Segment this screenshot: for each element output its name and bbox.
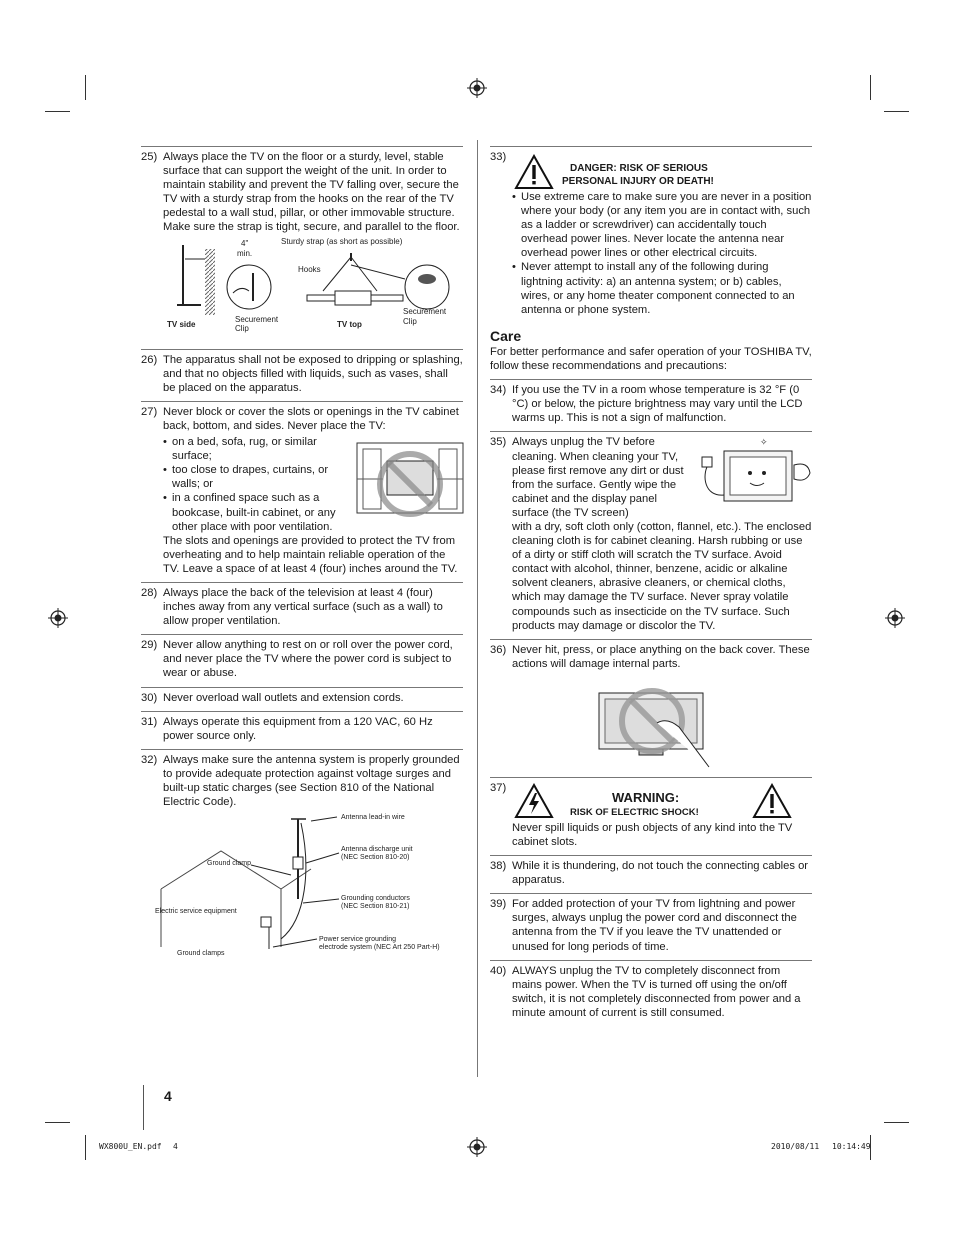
- item-number: 37): [490, 781, 507, 794]
- item-text: Always place the back of the television at least 4 (four) inches away from any vertical surface (such as a wall) to allow proper ventilation.: [163, 586, 443, 628]
- item-31: [141, 711, 463, 749]
- item-number: 31): [141, 715, 158, 728]
- item-32: [141, 749, 463, 965]
- item-25: [141, 146, 463, 349]
- page-number: 4: [164, 1088, 172, 1104]
- fig-label-min: 4": [241, 238, 249, 248]
- fig-label-ground-clamp: Ground clamp: [207, 860, 251, 868]
- antenna-grounding-illustration: [141, 809, 463, 959]
- item-text: While it is thundering, do not touch the connecting cables or apparatus.: [512, 860, 809, 887]
- crop-mark: [45, 1122, 70, 1123]
- fig-label-lead: Antenna lead-in wire: [341, 814, 405, 822]
- bullet: • Never attempt to install any of the following during lightning activity: a) an antenna system; or b) cables, wires, or any home theater component connected to an antenna or phone system.: [512, 260, 812, 316]
- fig-label-discharge2: (NEC Section 810-20): [341, 854, 410, 862]
- registration-mark-icon: [467, 1137, 487, 1157]
- item-40: [490, 960, 812, 1026]
- item-number: 36): [490, 643, 507, 656]
- fig-label-tvside: TV side: [167, 319, 196, 329]
- crop-mark: [884, 111, 909, 112]
- item-number: 28): [141, 586, 158, 599]
- crop-mark: [85, 1135, 86, 1160]
- registration-mark-icon: [48, 608, 68, 628]
- item-number: 38): [490, 860, 507, 873]
- item-33: [490, 146, 812, 323]
- item-number: 32): [141, 753, 158, 766]
- column-divider: [477, 140, 478, 1077]
- fig-label-strap: Sturdy strap (as short as possible): [281, 236, 403, 246]
- item-34: [490, 379, 812, 431]
- item-number: 25): [141, 151, 158, 163]
- item-text: For added protection of your TV from lightning and power surges, always unplug the power cord and disconnect the antenna from the TV if you leave the TV unattended or unused for long periods of time.: [512, 898, 797, 953]
- item-39: [490, 893, 812, 959]
- item-30: [141, 687, 463, 711]
- warning-heading: WARNING:: [612, 789, 680, 805]
- item-36: [490, 639, 812, 777]
- fig-label-clip1b: Clip: [235, 323, 249, 333]
- bullet: • on a bed, sofa, rug, or similar surface;: [163, 435, 338, 463]
- right-column: [490, 146, 812, 1026]
- item-text: Never allow anything to rest on or roll over the power cord, and never place the TV where the power cord is subject to wear or abuse.: [163, 639, 453, 680]
- crop-mark: [45, 111, 70, 112]
- fig-label-hooks: Hooks: [298, 264, 321, 274]
- confined-space-illustration: [355, 439, 465, 521]
- fig-label-discharge: Antenna discharge unit: [341, 846, 413, 854]
- back-cover-illustration: [597, 683, 727, 771]
- item-text: Always unplug the TV before cleaning. When cleaning your TV, please first remove any dirt or dust from the surface. Gently wipe the cabinet and the display panel surface (the TV screen): [512, 436, 684, 519]
- crop-mark: [884, 1122, 909, 1123]
- item-number: 27): [141, 405, 158, 418]
- fig-label-clip1: Securement: [235, 314, 279, 324]
- item-27: [141, 401, 463, 582]
- item-text: Never hit, press, or place anything on the back cover. These actions will damage internal parts.: [512, 643, 810, 670]
- item-text: Always place the TV on the floor or a sturdy, level, stable surface that can support the weight of the unit. In order to maintain stability and prevent the TV falling over, secure the TV with a sturdy strap from the hooks on the rear of the TV pedestal to a wall stud, pillar, or other immovable structure. Make sure the strap is tight, secure, and parallel to the floor.: [163, 151, 460, 234]
- left-column: [141, 146, 463, 965]
- item-29: [141, 634, 463, 686]
- figure-antenna-grounding: [141, 809, 463, 959]
- fig-label-power: Power service grounding: [319, 936, 397, 944]
- danger-line-1: DANGER: RISK OF SERIOUS: [570, 163, 708, 174]
- fig-label-clip2: Securement: [403, 306, 447, 316]
- item-text: ALWAYS unplug the TV to completely disconnect from mains power. When the TV is turned off using the on/off switch, it is not completely disconnected from power and a minute amount of current is still consumed.: [512, 964, 801, 1019]
- footer-file: WX800U_EN.pdf: [99, 1142, 162, 1151]
- item-number: 33): [490, 151, 507, 163]
- fig-label-tvtop: TV top: [337, 319, 362, 329]
- warning-risk: RISK OF ELECTRIC SHOCK!: [570, 806, 699, 818]
- registration-mark-icon: [885, 608, 905, 628]
- item-35: [490, 431, 812, 638]
- item-number: 35): [490, 436, 507, 449]
- fig-label-conductors2: (NEC Section 810-21): [341, 903, 410, 911]
- item-text: Always operate this equipment from a 120 VAC, 60 Hz power source only.: [163, 715, 433, 742]
- footer-page: 4: [173, 1142, 178, 1151]
- registration-mark-icon: [467, 78, 487, 98]
- cleaning-tv-illustration: [694, 435, 814, 517]
- item-number: 26): [141, 353, 158, 366]
- item-number: 39): [490, 898, 507, 911]
- item-text: Never block or cover the slots or openings in the TV cabinet back, bottom, and sides. Never place the TV:: [163, 405, 459, 432]
- crop-mark: [870, 75, 871, 100]
- footer-time: 10:14:49: [832, 1142, 871, 1151]
- svg-text:✧: ✧: [760, 437, 768, 448]
- fig-label-conductors: Grounding conductors: [341, 895, 410, 903]
- care-section: [490, 329, 812, 373]
- item-text: Never spill liquids or push objects of any kind into the TV cabinet slots.: [512, 821, 793, 848]
- page-number-rule: [143, 1085, 144, 1130]
- item-text: If you use the TV in a room whose temperature is 32 °F (0 °C) or below, the picture brightness may vary until the LCD warms up. This is not a sign of malfunction.: [512, 384, 803, 425]
- item-37: [490, 777, 812, 855]
- danger-triangle-icon: [514, 154, 554, 190]
- item-text: Always make sure the antenna system is properly grounded to provide adequate protection against voltage surges and built-up static charges (see Section 810 of the National Electric Code).: [163, 753, 460, 809]
- care-heading: Care: [490, 327, 522, 344]
- bullet: • too close to drapes, curtains, or walls; or: [163, 463, 338, 491]
- item-text: The slots and openings are provided to protect the TV from overheating and to help maintain reliable operation of the TV. Leave a space of at least 4 (four) inches around the TV.: [163, 534, 458, 575]
- item-38: [490, 855, 812, 893]
- bullet: • Use extreme care to make sure you are never in a position where your body (or any item you are in contact with, such as a ladder or screwdriver) can accidentally touch overhead power lines. Never locate the antenna near overhead power lines or other electrical circuits.: [512, 190, 812, 260]
- item-28: [141, 582, 463, 634]
- crop-mark: [85, 75, 86, 100]
- fig-label-service: Electric service equipment: [155, 908, 237, 916]
- item-26: [141, 349, 463, 401]
- danger-line-2: PERSONAL INJURY OR DEATH!: [562, 176, 714, 187]
- fig-label-clamps: Ground clamps: [177, 950, 225, 958]
- item-number: 34): [490, 384, 507, 397]
- bullet: • in a confined space such as a bookcase, built-in cabinet, or any other place with poor ventilation.: [163, 491, 338, 533]
- item-text: The apparatus shall not be exposed to dripping or splashing, and that no objects filled with liquids, such as vases, shall be placed on the apparatus.: [163, 353, 463, 394]
- item-number: 30): [141, 691, 158, 704]
- electric-shock-triangle-icon: [514, 783, 554, 819]
- item-text: with a dry, soft cloth only (cotton, flannel, etc.). The enclosed cleaning cloth is for cabinet cleaning. Harsh rubbing or use of a dirty or stiff cloth will scratch the TV surface. Avoid contact with alcohol, thinner, benzene, acidic or alkaline solvent cleaners, abrasive cleaners, or chemical cloths, which may damage the TV surface. Never spray volatile compounds such as insecticide on the TV surface. Such products may damage or discolor the TV.: [512, 520, 812, 632]
- figure-tv-strap: [141, 235, 463, 343]
- footer-date: 2010/08/11: [771, 1142, 820, 1151]
- fig-label-clip2b: Clip: [403, 316, 417, 326]
- item-text: Never overload wall outlets and extension cords.: [163, 691, 404, 704]
- caution-triangle-icon: [752, 783, 792, 819]
- item-number: 29): [141, 639, 158, 652]
- item-number: 40): [490, 964, 507, 977]
- care-intro: For better performance and safer operation of your TOSHIBA TV, follow these recommendations and precautions:: [490, 345, 812, 373]
- fig-label-min2: min.: [237, 248, 253, 258]
- fig-label-power2: electrode system (NEC Art 250 Part-H): [319, 944, 440, 952]
